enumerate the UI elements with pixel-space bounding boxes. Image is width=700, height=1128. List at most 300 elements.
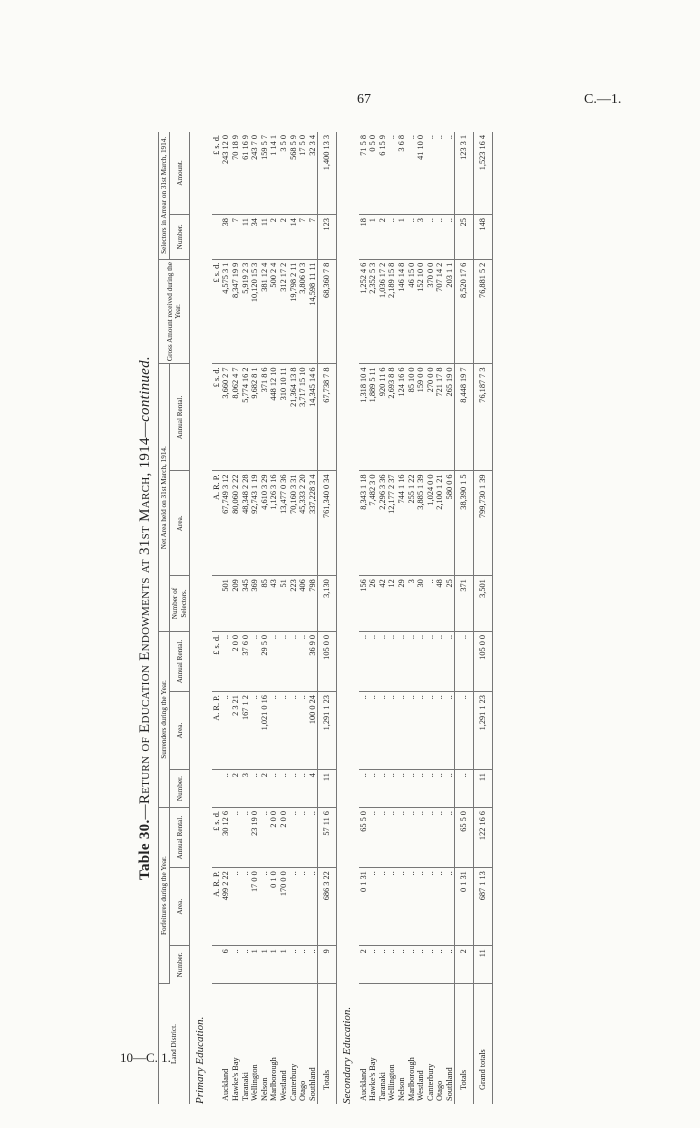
land-district: Southland	[444, 1067, 454, 1101]
cell-surr-number: ..	[250, 770, 260, 808]
cell-gross: 46 15 0	[407, 259, 417, 364]
cell-surr-area: ..	[368, 692, 378, 770]
cell-surr-rental: ..	[387, 631, 397, 691]
cell-gross: 203 1 1	[445, 259, 455, 364]
totals-row	[318, 132, 337, 1104]
cell-arrear-number: 2	[378, 215, 388, 260]
land-district: Nelson	[259, 1077, 269, 1101]
col-arrear-amount: Amount.	[170, 132, 190, 215]
cell-arrear-number: ..	[426, 215, 436, 260]
table-row	[250, 132, 260, 1104]
cell-gross: 381 12 4	[260, 259, 270, 364]
endowments-table	[158, 132, 493, 1104]
cell-surr-area: ..	[445, 692, 455, 770]
totals-row-forf-rental: 65 5 0	[455, 808, 474, 868]
col-net-rental: Annual Rental.	[170, 364, 190, 471]
cell-arrear-number: ..	[407, 215, 417, 260]
cell-gross: 14,598 11 11	[308, 259, 318, 364]
cell-net-rental: 3,717 15 10	[298, 364, 308, 471]
cell-net-selectors: 12	[387, 576, 397, 632]
cell-net-area: 45,333 2 20	[298, 471, 308, 576]
cell-surr-area: 167 1 2	[241, 692, 251, 770]
cell-forf-rental: ..	[289, 808, 299, 868]
cell-gross: 152 10 0	[416, 259, 426, 364]
cell-gross: 3,806 0 3	[298, 259, 308, 364]
cell-surr-area: ..	[426, 692, 436, 770]
section-heading: Secondary Education.	[340, 1006, 353, 1104]
cell-arrear-amount: 159 5 7	[260, 132, 270, 215]
land-district: Marlborough	[406, 1057, 416, 1101]
table-body	[190, 132, 492, 1104]
report-reference: C.—1.	[584, 92, 622, 107]
cell-net-selectors: 26	[368, 576, 378, 632]
cell-arrear-number: 18	[359, 215, 369, 260]
cell-forf-number: 1	[260, 946, 270, 984]
unit-label	[212, 576, 222, 632]
cell-net-area: 13,477 0 36	[279, 471, 289, 576]
cell-surr-rental: ..	[416, 631, 426, 691]
cell-surr-area: ..	[359, 692, 369, 770]
section-row	[190, 132, 212, 1104]
cell-forf-rental: ..	[298, 808, 308, 868]
cell-surr-number: ..	[387, 770, 397, 808]
cell-arrear-amount: ..	[435, 132, 445, 215]
cell-arrear-amount: ..	[445, 132, 455, 215]
cell-net-rental: 270 0 0	[426, 364, 436, 471]
totals-row-label: Totals	[318, 984, 337, 1104]
cell-surr-number: 2	[260, 770, 270, 808]
cell-gross: 5,919 2 3	[241, 259, 251, 364]
cell-gross: 19,798 2 11	[289, 259, 299, 364]
cell-arrear-amount: ..	[387, 132, 397, 215]
cell-arrear-amount: 3 6 8	[397, 132, 407, 215]
cell-surr-rental: ..	[407, 631, 417, 691]
totals-row-net-rental: 67,738 7 8	[318, 364, 337, 471]
cell-surr-area: ..	[407, 692, 417, 770]
cell-surr-area: ..	[279, 692, 289, 770]
cell-forf-rental: ..	[368, 808, 378, 868]
table-row	[368, 132, 378, 1104]
unit-label: A. R. P.	[212, 692, 222, 770]
cell-surr-area: ..	[298, 692, 308, 770]
cell-net-area: 2,296 3 36	[378, 471, 388, 576]
sheet-reference: 10—C. 1.	[120, 1050, 171, 1065]
cell-forf-number: ..	[397, 946, 407, 984]
cell-net-selectors: 223	[289, 576, 299, 632]
cell-forf-number: 1	[279, 946, 289, 984]
cell-surr-rental: ..	[426, 631, 436, 691]
cell-forf-number: ..	[426, 946, 436, 984]
totals-row-arrear-amount: 1,400 13 3	[318, 132, 337, 215]
totals-row-surr-area: ..	[455, 692, 474, 770]
totals-row-net-rental: 8,448 19 7	[455, 364, 474, 471]
cell-forf-area: ..	[289, 868, 299, 946]
cell-net-selectors: ..	[426, 576, 436, 632]
cell-surr-area: 2 3 21	[231, 692, 241, 770]
table-row	[298, 132, 308, 1104]
col-forf-rental: Annual Rental.	[170, 808, 190, 868]
cell-arrear-number: 7	[231, 215, 241, 260]
cell-forf-number: ..	[407, 946, 417, 984]
land-district: Auckland	[358, 1068, 368, 1101]
table-row	[416, 132, 426, 1104]
table-title-number: Table 30.	[137, 819, 153, 880]
cell-arrear-amount: 0 5 0	[368, 132, 378, 215]
cell-gross: 707 14 2	[435, 259, 445, 364]
cell-net-rental: 9,682 8 1	[250, 364, 260, 471]
cell-forf-area: ..	[435, 868, 445, 946]
cell-arrear-amount: ..	[407, 132, 417, 215]
unit-label: A. R. P.	[212, 868, 222, 946]
cell-gross: 500 2 4	[269, 259, 279, 364]
page-number: 67	[357, 92, 371, 107]
grand-totals-row-arrear-number: 148	[474, 215, 493, 260]
cell-surr-area: ..	[378, 692, 388, 770]
cell-forf-rental: ..	[416, 808, 426, 868]
cell-arrear-number: 14	[289, 215, 299, 260]
grand-totals-row-forf-area: 687 1 13	[474, 868, 493, 946]
cell-forf-number: ..	[416, 946, 426, 984]
cell-forf-number: ..	[298, 946, 308, 984]
cell-arrear-amount: 70 18 9	[231, 132, 241, 215]
grand-totals-row-net-selectors: 3,501	[474, 576, 493, 632]
cell-forf-area: ..	[298, 868, 308, 946]
cell-surr-rental: ..	[250, 631, 260, 691]
table-row	[308, 132, 318, 1104]
section-row	[336, 132, 358, 1104]
cell-arrear-number: ..	[435, 215, 445, 260]
cell-net-area: 12,177 2 37	[387, 471, 397, 576]
cell-net-selectors: 25	[445, 576, 455, 632]
col-net-selectors: Number of Selectors.	[170, 576, 190, 632]
cell-net-area: 4,610 3 29	[260, 471, 270, 576]
cell-net-selectors: 30	[416, 576, 426, 632]
cell-surr-rental: ..	[368, 631, 378, 691]
cell-surr-rental: ..	[269, 631, 279, 691]
cell-net-rental: 448 12 10	[269, 364, 279, 471]
totals-row-arrear-number: 25	[455, 215, 474, 260]
cell-gross: 1,036 17 2	[378, 259, 388, 364]
unit-label: £ s. d.	[212, 132, 222, 215]
land-district: Otago	[298, 1080, 308, 1101]
cell-forf-area: ..	[231, 868, 241, 946]
cell-forf-area: ..	[241, 868, 251, 946]
table-row	[445, 132, 455, 1104]
totals-row-surr-rental: 105 0 0	[318, 631, 337, 691]
cell-surr-number: ..	[445, 770, 455, 808]
cell-net-rental: 1,318 10 4	[359, 364, 369, 471]
grand-totals-row	[474, 132, 493, 1104]
cell-arrear-number: 1	[397, 215, 407, 260]
cell-surr-area: ..	[221, 692, 231, 770]
cell-forf-number: ..	[289, 946, 299, 984]
land-district: Canterbury	[288, 1063, 298, 1101]
cell-forf-area: ..	[260, 868, 270, 946]
totals-row-net-area: 38,390 1 5	[455, 471, 474, 576]
cell-gross: 4,575 3 1	[221, 259, 231, 364]
cell-arrear-number: 38	[221, 215, 231, 260]
unit-label	[212, 770, 222, 808]
cell-surr-number: ..	[378, 770, 388, 808]
table-title	[132, 132, 158, 1104]
table-row	[260, 132, 270, 1104]
totals-row-gross: 68,360 7 8	[318, 259, 337, 364]
cell-arrear-number: ..	[387, 215, 397, 260]
cell-surr-number: ..	[221, 770, 231, 808]
cell-forf-area: 0 1 0	[269, 868, 279, 946]
cell-forf-rental: ..	[308, 808, 318, 868]
table-title-text: —Return of Education Endowments at 31st March, 1914—	[137, 421, 153, 820]
cell-net-selectors: 209	[231, 576, 241, 632]
cell-forf-rental: ..	[241, 808, 251, 868]
cell-net-rental: 3,660 2 7	[221, 364, 231, 471]
cell-net-selectors: 85	[260, 576, 270, 632]
cell-net-rental: 310 10 11	[279, 364, 289, 471]
rotated-table-container	[132, 132, 700, 1104]
col-gross-amount: Gross Amount received during the Year.	[159, 259, 190, 364]
cell-net-rental: 265 19 0	[445, 364, 455, 471]
cell-forf-rental: 65 5 0	[359, 808, 369, 868]
cell-forf-rental: ..	[426, 808, 436, 868]
table-title-continued: continued.	[137, 356, 153, 422]
cell-surr-area: ..	[387, 692, 397, 770]
cell-surr-area: 1,021 0 16	[260, 692, 270, 770]
totals-row-forf-number: 2	[455, 946, 474, 984]
land-district: Hawke's Bay	[368, 1057, 378, 1101]
cell-surr-rental: 37 6 0	[241, 631, 251, 691]
cell-forf-number: 2	[359, 946, 369, 984]
cell-surr-area: ..	[250, 692, 260, 770]
totals-row-forf-rental: 57 11 6	[318, 808, 337, 868]
totals-row-surr-rental: ..	[455, 631, 474, 691]
land-district: Nelson	[396, 1077, 406, 1101]
cell-net-selectors: 369	[250, 576, 260, 632]
totals-row-surr-number: 11	[318, 770, 337, 808]
cell-forf-rental: ..	[231, 808, 241, 868]
cell-forf-area: 170 0 0	[279, 868, 289, 946]
grand-totals-row-gross: 76,881 5 2	[474, 259, 493, 364]
land-district: Hawke's Bay	[231, 1057, 240, 1101]
cell-net-area: 1,126 3 16	[269, 471, 279, 576]
cell-arrear-amount: 3 5 0	[279, 132, 289, 215]
cell-net-area: 337,228 3 4	[308, 471, 318, 576]
cell-forf-rental: ..	[260, 808, 270, 868]
totals-row-surr-area: 1,291 1 23	[318, 692, 337, 770]
cell-surr-rental: ..	[445, 631, 455, 691]
cell-forf-rental: ..	[407, 808, 417, 868]
table-row	[289, 132, 299, 1104]
cell-surr-area: ..	[289, 692, 299, 770]
cell-surr-rental: 29 5 0	[260, 631, 270, 691]
cell-forf-number: ..	[231, 946, 241, 984]
header-row-groups	[159, 132, 170, 1104]
group-net-area: Net Area held on 31st March, 1914.	[159, 364, 170, 631]
cell-net-area: 67,749 3 12	[221, 471, 231, 576]
totals-row-arrear-number: 123	[318, 215, 337, 260]
cell-forf-number: ..	[435, 946, 445, 984]
cell-surr-number: ..	[397, 770, 407, 808]
unit-label	[212, 215, 222, 260]
cell-forf-area: 499 2 22	[221, 868, 231, 946]
cell-gross: 370 0 0	[426, 259, 436, 364]
table-row	[407, 132, 417, 1104]
grand-totals-row-surr-area: 1,291 1 23	[474, 692, 493, 770]
cell-net-selectors: 3	[407, 576, 417, 632]
cell-net-rental: 159 0 0	[416, 364, 426, 471]
cell-surr-number: ..	[368, 770, 378, 808]
cell-net-selectors: 345	[241, 576, 251, 632]
cell-surr-number: ..	[407, 770, 417, 808]
cell-arrear-amount: 71 5 8	[359, 132, 369, 215]
cell-surr-number: ..	[279, 770, 289, 808]
cell-forf-rental: 30 12 6	[221, 808, 231, 868]
cell-net-rental: 920 11 6	[378, 364, 388, 471]
cell-surr-number: 3	[241, 770, 251, 808]
cell-net-rental: 21,364 13 8	[289, 364, 299, 471]
cell-surr-rental: 2 0 0	[231, 631, 241, 691]
totals-row-net-selectors: 3,130	[318, 576, 337, 632]
grand-totals-row-forf-number: 11	[474, 946, 493, 984]
cell-forf-rental: ..	[387, 808, 397, 868]
units-spacer	[212, 984, 222, 1104]
cell-net-selectors: 43	[269, 576, 279, 632]
cell-forf-area: ..	[445, 868, 455, 946]
cell-arrear-number: 34	[250, 215, 260, 260]
cell-arrear-amount: 32 3 4	[308, 132, 318, 215]
table-row	[426, 132, 436, 1104]
cell-surr-number: 2	[231, 770, 241, 808]
cell-surr-area: 100 0 24	[308, 692, 318, 770]
unit-label: A. R. P.	[212, 471, 222, 576]
cell-arrear-amount: 243 12 0	[221, 132, 231, 215]
cell-surr-rental: ..	[359, 631, 369, 691]
cell-net-area: 70,160 3 31	[289, 471, 299, 576]
col-net-area: Area.	[170, 471, 190, 576]
cell-surr-rental: ..	[289, 631, 299, 691]
cell-forf-area: ..	[378, 868, 388, 946]
cell-forf-number: 1	[250, 946, 260, 984]
cell-net-rental: 8,062 4 7	[231, 364, 241, 471]
cell-arrear-number: 11	[241, 215, 251, 260]
cell-net-area: 80,060 2 22	[231, 471, 241, 576]
cell-surr-rental: ..	[435, 631, 445, 691]
col-arrear-number: Number.	[170, 215, 190, 260]
cell-net-selectors: 156	[359, 576, 369, 632]
cell-forf-area: 17 0 0	[250, 868, 260, 946]
totals-row-net-selectors: 371	[455, 576, 474, 632]
cell-surr-number: ..	[435, 770, 445, 808]
cell-arrear-amount: ..	[426, 132, 436, 215]
cell-gross: 10,120 15 3	[250, 259, 260, 364]
cell-net-area: 255 1 22	[407, 471, 417, 576]
table-row	[359, 132, 369, 1104]
cell-net-area: 3,885 1 39	[416, 471, 426, 576]
cell-forf-area: ..	[397, 868, 407, 946]
cell-surr-number: ..	[426, 770, 436, 808]
cell-surr-rental: ..	[298, 631, 308, 691]
cell-net-selectors: 29	[397, 576, 407, 632]
cell-net-area: 744 1 16	[397, 471, 407, 576]
cell-gross: 312 17 2	[279, 259, 289, 364]
cell-forf-number: ..	[308, 946, 318, 984]
cell-net-rental: 85 10 0	[407, 364, 417, 471]
cell-net-rental: 2,693 8 8	[387, 364, 397, 471]
cell-arrear-amount: 243 7 0	[250, 132, 260, 215]
grand-totals-row-surr-rental: 105 0 0	[474, 631, 493, 691]
cell-surr-rental: 36 9 0	[308, 631, 318, 691]
cell-surr-rental: ..	[279, 631, 289, 691]
cell-forf-rental: 23 19 0	[250, 808, 260, 868]
cell-surr-rental: ..	[397, 631, 407, 691]
cell-net-rental: 124 16 6	[397, 364, 407, 471]
grand-totals-row-surr-number: 11	[474, 770, 493, 808]
land-district: Canterbury	[425, 1063, 435, 1101]
cell-net-area: 8,343 1 18	[359, 471, 369, 576]
cell-net-area: 580 0 6	[445, 471, 455, 576]
land-district: Wellington	[387, 1064, 397, 1101]
cell-arrear-amount: 6 15 9	[378, 132, 388, 215]
cell-arrear-number: 2	[279, 215, 289, 260]
cell-forf-area: ..	[308, 868, 318, 946]
grand-totals-row-forf-rental: 122 16 6	[474, 808, 493, 868]
grand-totals-row-label: Grand totals	[474, 984, 493, 1104]
cell-forf-rental: ..	[435, 808, 445, 868]
cell-forf-number: ..	[445, 946, 455, 984]
cell-arrear-number: 1	[368, 215, 378, 260]
grand-totals-row-net-rental: 76,187 7 3	[474, 364, 493, 471]
land-district: Auckland	[221, 1068, 231, 1101]
grand-totals-row-arrear-amount: 1,523 16 4	[474, 132, 493, 215]
totals-row-forf-area: 686 3 22	[318, 868, 337, 946]
unit-label: £ s. d.	[212, 259, 222, 364]
cell-net-selectors: 798	[308, 576, 318, 632]
cell-surr-area: ..	[269, 692, 279, 770]
cell-arrear-amount: 1 14 1	[269, 132, 279, 215]
cell-surr-area: ..	[416, 692, 426, 770]
cell-forf-number: ..	[368, 946, 378, 984]
land-district: Taranaki	[240, 1072, 250, 1101]
cell-arrear-number: 7	[298, 215, 308, 260]
cell-forf-rental: ..	[397, 808, 407, 868]
cell-surr-number: ..	[298, 770, 308, 808]
group-surrenders: Surrenders during the Year.	[159, 631, 170, 807]
cell-gross: 146 14 8	[397, 259, 407, 364]
group-arrear: Selectors in Arrear on 31st March, 1914.	[159, 132, 170, 259]
cell-surr-number: ..	[289, 770, 299, 808]
totals-row	[455, 132, 474, 1104]
table-row	[387, 132, 397, 1104]
cell-arrear-amount: 568 5 9	[289, 132, 299, 215]
cell-forf-rental: 2 0 0	[279, 808, 289, 868]
cell-forf-area: ..	[416, 868, 426, 946]
cell-net-selectors: 42	[378, 576, 388, 632]
totals-row-arrear-amount: 123 3 1	[455, 132, 474, 215]
totals-row-gross: 8,520 17 6	[455, 259, 474, 364]
land-district: Marlborough	[269, 1057, 279, 1101]
cell-surr-rental: ..	[378, 631, 388, 691]
cell-forf-number: ..	[378, 946, 388, 984]
cell-forf-number: ..	[241, 946, 251, 984]
group-forfeitures: Forfeitures during the Year.	[159, 808, 170, 984]
cell-arrear-number: 2	[269, 215, 279, 260]
table-row	[269, 132, 279, 1104]
cell-gross: 1,252 4 6	[359, 259, 369, 364]
cell-surr-number: 4	[308, 770, 318, 808]
totals-row-surr-number: ..	[455, 770, 474, 808]
col-land-district: Land District.	[159, 984, 190, 1104]
table-row	[279, 132, 289, 1104]
cell-surr-number: ..	[359, 770, 369, 808]
